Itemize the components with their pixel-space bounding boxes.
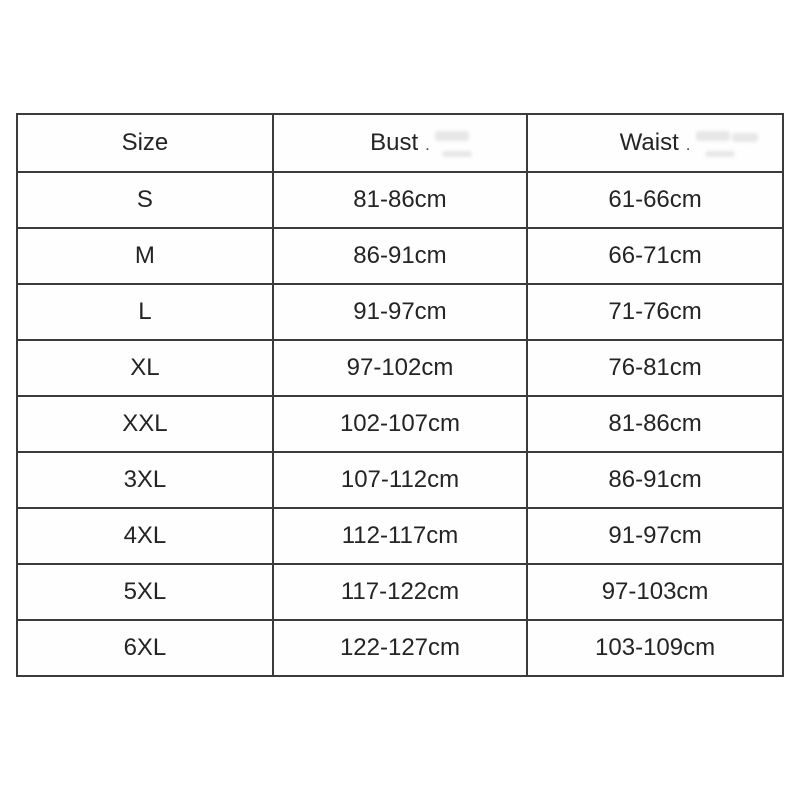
cell-size: 6XL bbox=[17, 620, 273, 676]
header-label-size: Size bbox=[121, 129, 169, 156]
size-chart-table bbox=[16, 113, 784, 677]
cell-waist: 76-81cm bbox=[527, 340, 783, 396]
cell-size: XL bbox=[17, 340, 273, 396]
cell-waist: 86-91cm bbox=[527, 452, 783, 508]
cell-size: 3XL bbox=[17, 452, 273, 508]
erased-text-artifact bbox=[442, 151, 472, 157]
erased-text-artifact bbox=[435, 131, 469, 141]
cell-waist: 81-86cm bbox=[527, 396, 783, 452]
header-label-waist: Waist bbox=[619, 129, 679, 156]
cell-size: L bbox=[17, 284, 273, 340]
cell-bust: 91-97cm bbox=[273, 284, 527, 340]
cell-size: M bbox=[17, 228, 273, 284]
header-bust-dot: . bbox=[425, 135, 430, 154]
cell-waist: 97-103cm bbox=[527, 564, 783, 620]
header-label-size-wrap bbox=[122, 129, 169, 157]
cell-waist: 103-109cm bbox=[527, 620, 783, 676]
cell-bust: 102-107cm bbox=[273, 396, 527, 452]
table-row bbox=[17, 452, 783, 508]
cell-size: XXL bbox=[17, 396, 273, 452]
table-row bbox=[17, 228, 783, 284]
cell-waist: 91-97cm bbox=[527, 508, 783, 564]
cell-size: 4XL bbox=[17, 508, 273, 564]
header-label-bust: Bust bbox=[370, 129, 419, 156]
header-cell-bust bbox=[273, 114, 527, 172]
header-waist-dot: . bbox=[685, 135, 691, 154]
header-label-waist-wrap bbox=[620, 129, 691, 157]
header-cell-size bbox=[17, 114, 273, 172]
erased-text-artifact bbox=[705, 151, 735, 157]
table-row bbox=[17, 396, 783, 452]
cell-waist: 61-66cm bbox=[527, 172, 783, 228]
table-row bbox=[17, 172, 783, 228]
header-label-bust-wrap bbox=[370, 129, 430, 157]
cell-bust: 86-91cm bbox=[273, 228, 527, 284]
table-row bbox=[17, 564, 783, 620]
cell-size: 5XL bbox=[17, 564, 273, 620]
erased-text-artifact bbox=[696, 131, 730, 141]
cell-bust: 112-117cm bbox=[273, 508, 527, 564]
table-row bbox=[17, 620, 783, 676]
cell-bust: 122-127cm bbox=[273, 620, 527, 676]
erased-text-artifact bbox=[732, 133, 758, 142]
cell-bust: 107-112cm bbox=[273, 452, 527, 508]
cell-waist: 66-71cm bbox=[527, 228, 783, 284]
table-row bbox=[17, 284, 783, 340]
cell-size: S bbox=[17, 172, 273, 228]
table-row bbox=[17, 340, 783, 396]
cell-bust: 117-122cm bbox=[273, 564, 527, 620]
header-row bbox=[17, 114, 783, 172]
header-cell-waist bbox=[527, 114, 783, 172]
cell-waist: 71-76cm bbox=[527, 284, 783, 340]
cell-bust: 97-102cm bbox=[273, 340, 527, 396]
cell-bust: 81-86cm bbox=[273, 172, 527, 228]
table-row bbox=[17, 508, 783, 564]
